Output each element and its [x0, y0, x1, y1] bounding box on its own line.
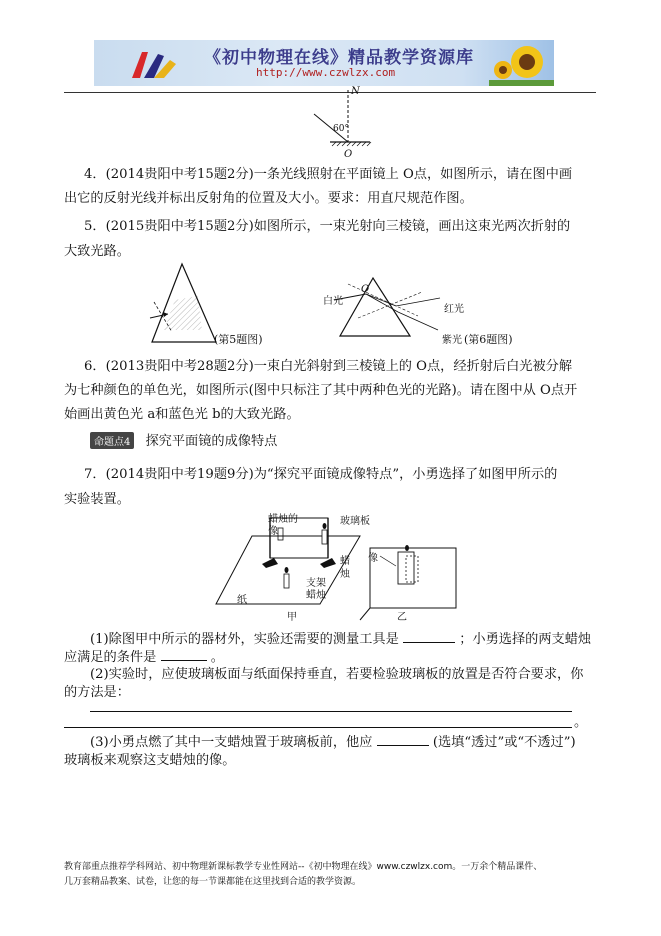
- q7-line1: 7．(2014贵阳中考19题9分)为“探究平面镜成像特点”，小勇选择了如图甲所示的: [84, 467, 558, 482]
- q7-s3-text-b: (选填“透过”或“不透过”): [432, 735, 576, 750]
- q6-line3: 始画出黄色光 a和蓝色光 b的大致光路。: [64, 407, 300, 422]
- q6-line2: 为七种颜色的单色光，如图所示(图中只标注了其中两种色光的光路)。请在图中从 O点开: [64, 383, 578, 398]
- fig6-point-o: O: [361, 284, 370, 295]
- q7-s1-text-b: ；小勇选择的两支蜡烛: [459, 632, 592, 647]
- fig7-yi-label: 乙: [397, 612, 407, 623]
- topic-header: [90, 430, 277, 449]
- q7-s2-answer-line2[interactable]: [64, 727, 572, 728]
- q7-s1-blank2[interactable]: [161, 660, 207, 661]
- q7-s1-text-d: 。: [210, 650, 224, 665]
- fig5-caption: (第5题图): [214, 333, 263, 346]
- q4-line2: 出它的反射光线并标出反射角的位置及大小。要求：用直尺规范作图。: [64, 191, 473, 206]
- q7-s1-line1: [90, 630, 591, 650]
- fig7-paper-label: 纸: [237, 595, 247, 606]
- q7-s2-end: 。: [574, 715, 588, 730]
- fig6-caption: (第6题图): [464, 333, 513, 346]
- q7-s3-line2: 玻璃板来观察这支蜡烛的像。: [64, 753, 236, 768]
- fig7-candle-right-2: 烛: [340, 569, 350, 580]
- banner-title: 《初中物理在线》精品教学资源库: [204, 48, 474, 68]
- topic-tag: 命题点4: [90, 432, 134, 449]
- header-banner: [94, 40, 554, 86]
- footer-line2: 几万套精品教案、试卷，让您的每一节课都能在这里找到合适的教学资源。: [64, 877, 362, 887]
- fig7-xiang-label: 像: [368, 553, 378, 564]
- normal-label: N: [351, 86, 360, 97]
- sunflower-icon: [489, 40, 554, 86]
- banner-url: http://www.czwlzx.com: [256, 66, 396, 79]
- q4-line1: 4．(2014贵阳中考15题2分)一条光线照射在平面镜上 O点，如图所示，请在图中画: [84, 167, 573, 182]
- point-o-label: O: [344, 149, 353, 160]
- q7-s2-line2: 的方法是：: [64, 685, 130, 700]
- topic-title: 探究平面镜的成像特点: [145, 434, 278, 449]
- q7-s1-blank1[interactable]: [403, 642, 455, 643]
- footer-line1: 教育部重点推荐学科网站、初中物理新课标教学专业性网站--《初中物理在线》www.czwlzx.com。一万余个精品课件、: [64, 862, 543, 872]
- fig6-purple-light: 紫光: [442, 335, 462, 346]
- q7-s3-line1: [90, 733, 576, 753]
- q7-line2: 实验装置。: [64, 492, 130, 507]
- q7-s1-text-a: (1)除图甲中所示的器材外，实验还需要的测量工具是: [90, 632, 399, 647]
- fig7-stand-2: 蜡烛: [306, 590, 326, 601]
- fig7-jia-label: 甲: [287, 612, 297, 623]
- fig7-candle-image-label: 蜡烛的像: [268, 514, 298, 537]
- q7-s3-text-a: (3)小勇点燃了其中一支蜡烛置于玻璃板前，他应: [90, 735, 373, 750]
- fig7-candle-right-1: 蜡: [340, 556, 350, 567]
- q5-line2: 大致光路。: [64, 244, 130, 259]
- fig6-white-light: 白光: [323, 296, 343, 307]
- fig7-glass-label: 玻璃板: [340, 516, 370, 527]
- q6-line1: 6．(2013贵阳中考28题2分)一束白光斜射到三棱镜上的 O点，经折射后白光被分解: [84, 359, 573, 374]
- site-logo-icon: [124, 44, 184, 84]
- q7-s2-answer-line1[interactable]: [90, 711, 572, 712]
- q7-s3-blank[interactable]: [377, 745, 429, 746]
- fig6-red-light: 红光: [444, 304, 464, 315]
- q7-s2-line1: (2)实验时，应使玻璃板面与纸面保持垂直，若要检验玻璃板的放置是否符合要求，你: [90, 667, 584, 682]
- q5-line1: 5．(2015贵阳中考15题2分)如图所示，一束光射向三棱镜，画出这束光两次折射的: [84, 219, 571, 234]
- q7-s1-text-c: 应满足的条件是: [64, 650, 157, 665]
- page-footer: [64, 860, 604, 890]
- fig7-stand-1: 支架: [306, 578, 326, 589]
- angle-label: 60°: [333, 124, 349, 134]
